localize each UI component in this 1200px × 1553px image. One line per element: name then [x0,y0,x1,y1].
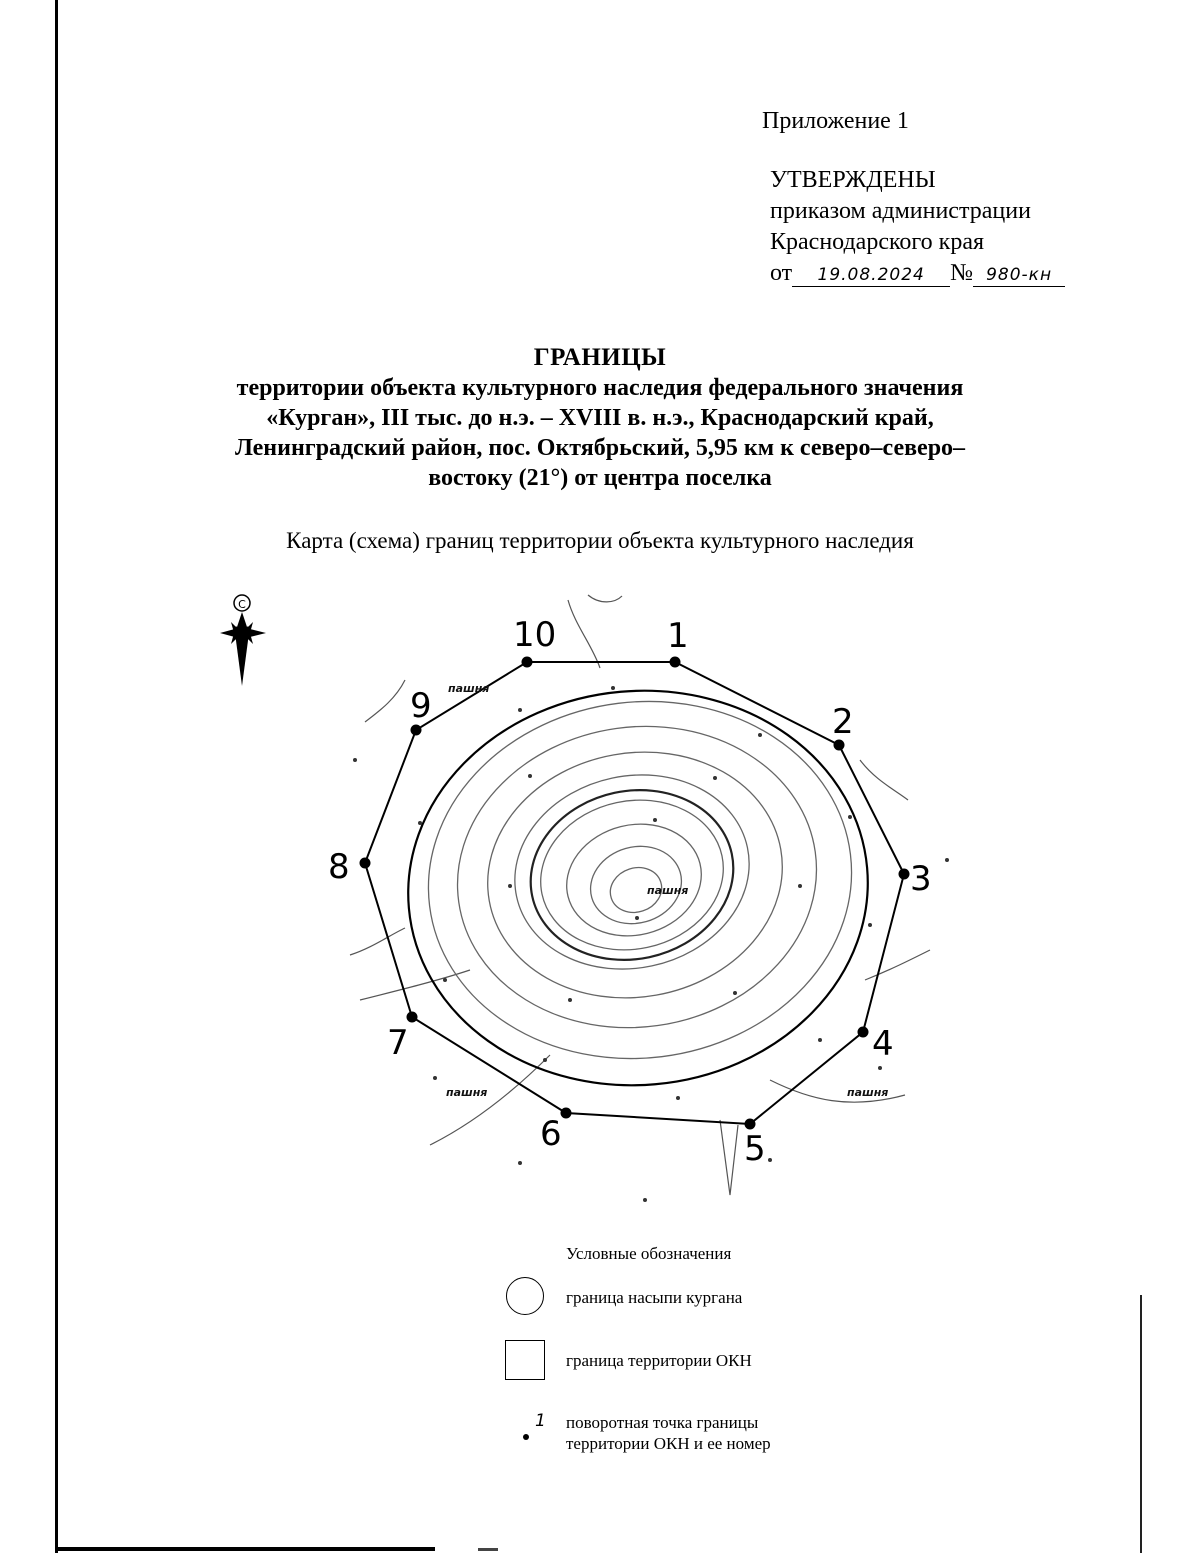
compass-icon [220,595,266,686]
territory-boundary [365,662,904,1124]
annex-label: Приложение 1 [762,108,909,134]
order-date: 19.08.2024 [817,265,925,285]
title-line-3: Ленинградский район, пос. Октябрьский, 5,95 км к северо–северо– [234,435,966,461]
number-prefix: № [950,260,974,286]
legend-circle-symbol [506,1277,544,1315]
elevation-marks [353,686,949,1202]
point-label-9: 9 [410,686,432,726]
turn-point-10 [522,657,533,668]
point-label-8: 8 [328,847,350,887]
legend-turn-point-number: 1 [535,1411,546,1431]
point-label-5: 5 [744,1129,766,1169]
field-label: пашня [647,884,689,897]
field-label: пашня [446,1086,488,1099]
approved-label: УТВЕРЖДЕНЫ [770,167,936,193]
terrain-lines [350,595,930,1195]
legend-turn-point-line2: территории ОКН и ее номер [566,1434,771,1453]
point-label-2: 2 [832,702,854,742]
title-line-1: территории объекта культурного наследия федерального значения [236,375,964,401]
mound-boundary [392,672,885,1105]
turn-point-8 [360,858,371,869]
legend-territory-boundary: граница территории ОКН [566,1351,752,1370]
point-label-3: 3 [910,859,932,899]
order-number: 980-кн [986,265,1053,285]
legend-square-symbol [505,1340,545,1380]
field-label: пашня [847,1086,889,1099]
field-labels [446,682,888,1099]
field-label: пашня [448,682,490,695]
svg-text:С: С [238,598,246,611]
region-label: Краснодарского края [770,229,985,255]
point-label-6: 6 [540,1114,562,1154]
point-label-7: 7 [387,1023,409,1063]
legend-turn-point [566,1412,771,1454]
map-subtitle: Карта (схема) границ территории объекта культурного наследия [286,528,914,553]
date-prefix: от [770,260,793,286]
title-line-4: востоку (21°) от центра поселка [428,465,772,491]
turn-point-1 [670,657,681,668]
by-order-label: приказом администрации [770,198,1031,224]
turn-point-4 [858,1027,869,1038]
turn-point-7 [407,1012,418,1023]
title-heading: ГРАНИЦЫ [533,344,667,371]
point-label-10: 10 [513,615,557,655]
legend-mound-boundary: граница насыпи кургана [566,1288,743,1307]
point-label-1: 1 [667,616,689,656]
legend-title: Условные обозначения [566,1244,732,1263]
point-label-4: 4 [872,1024,894,1064]
turn-point-3 [899,869,910,880]
legend-turn-point-line1: поворотная точка границы [566,1413,759,1432]
title-line-2: «Курган», III тыс. до н.э. – XVIII в. н.э., Краснодарский край, [266,405,934,431]
legend-turn-point-symbol [518,1408,548,1444]
turn-point-5 [745,1119,756,1130]
turn-point-6 [561,1108,572,1119]
turn-point-9 [411,725,422,736]
